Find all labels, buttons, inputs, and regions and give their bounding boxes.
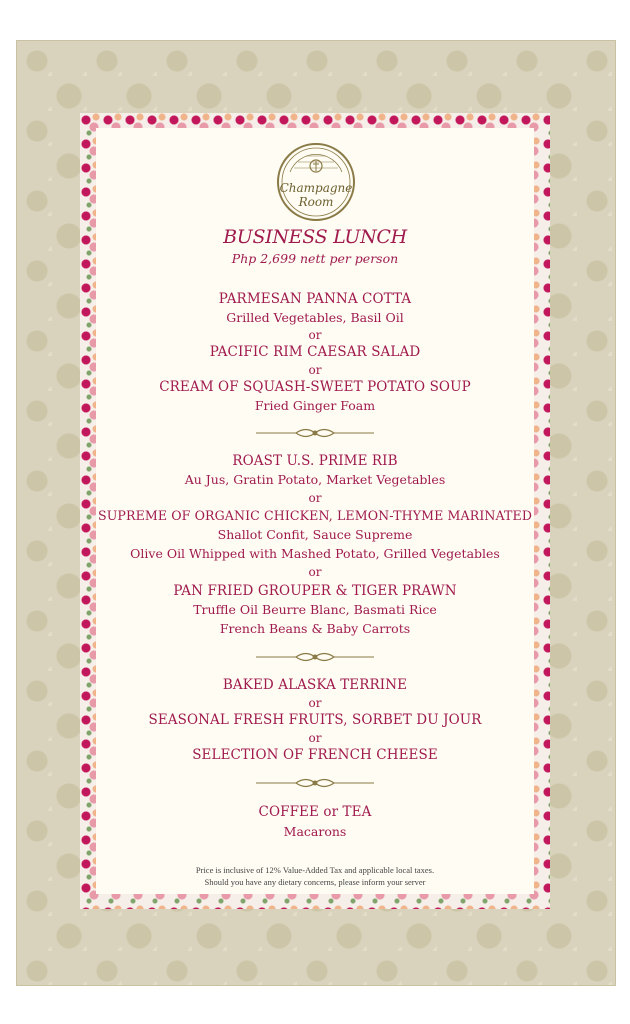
starter-1-desc: Grilled Vegetables, Basil Oil (226, 310, 404, 325)
main-3-dish: PAN FRIED GROUPER & TIGER PRAWN (173, 583, 457, 599)
main-2-dish: SUPREME OF ORGANIC CHICKEN, LEMON-THYME MARINATED (97, 508, 533, 523)
menu-price: Php 2,699 nett per person (231, 251, 399, 266)
footer-note-1: Price is inclusive of 12% Value-Added Tax and applicable local taxes. (195, 865, 435, 875)
main-3-desc-2: French Beans & Baby Carrots (219, 621, 411, 636)
or-separator: or (308, 731, 322, 745)
ornament-divider (96, 650, 534, 664)
dessert-3: SELECTION OF FRENCH CHEESE (192, 747, 438, 763)
menu-card (96, 128, 534, 894)
starter-3-desc: Fried Ginger Foam (254, 398, 376, 413)
menu-title: BUSINESS LUNCH (223, 226, 407, 248)
or-separator: or (308, 328, 322, 342)
starter-3-dish: CREAM OF SQUASH-SWEET POTATO SOUP (159, 379, 471, 395)
logo-line2: Room (298, 195, 334, 209)
coffee-dish: COFFEE or TEA (258, 804, 372, 820)
ornament-divider (96, 426, 534, 440)
or-separator: or (308, 363, 322, 377)
or-separator: or (308, 565, 322, 579)
coffee-desc: Macarons (283, 824, 347, 839)
main-2-desc-1: Shallot Confit, Sauce Supreme (217, 527, 413, 542)
starter-1-dish: PARMESAN PANNA COTTA (218, 291, 412, 307)
main-1-dish: ROAST U.S. PRIME RIB (232, 453, 398, 469)
main-2-desc-2: Olive Oil Whipped with Mashed Potato, Grilled Vegetables (130, 546, 500, 561)
starter-2-dish: PACIFIC RIM CAESAR SALAD (209, 344, 421, 360)
champagne-room-logo (276, 142, 356, 222)
dessert-2: SEASONAL FRESH FRUITS, SORBET DU JOUR (148, 712, 482, 728)
or-separator: or (308, 696, 322, 710)
dessert-1: BAKED ALASKA TERRINE (222, 677, 408, 693)
or-separator: or (308, 491, 322, 505)
ornament-divider (96, 776, 534, 790)
main-3-desc-1: Truffle Oil Beurre Blanc, Basmati Rice (193, 602, 437, 617)
logo-line1: Champagne (279, 181, 353, 195)
footer-note-2: Should you have any dietary concerns, please inform your server (204, 877, 426, 887)
main-1-desc: Au Jus, Gratin Potato, Market Vegetables (184, 472, 446, 487)
